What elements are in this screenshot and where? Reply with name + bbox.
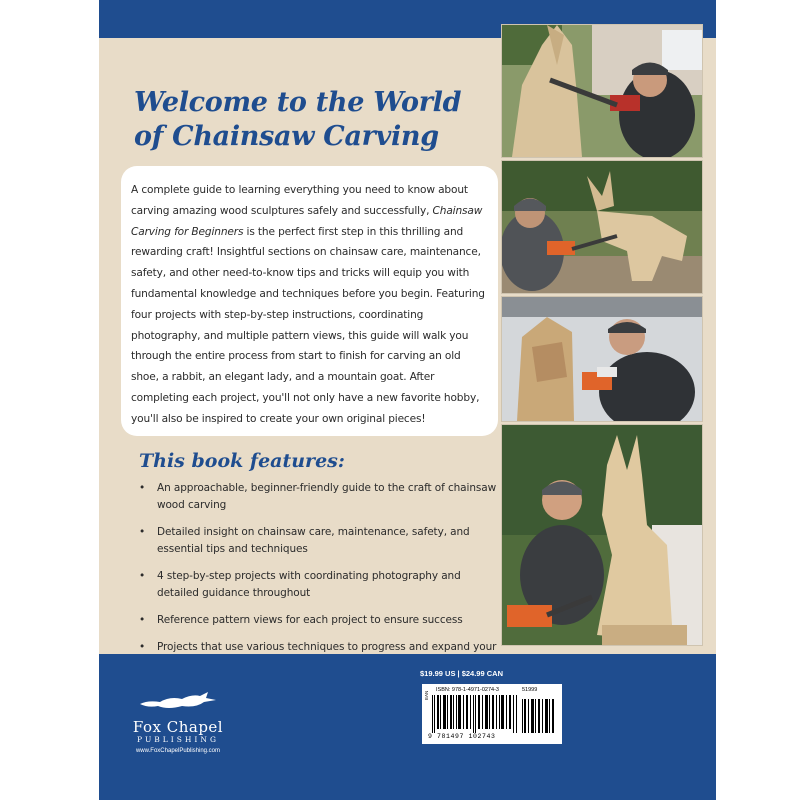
isbn-label: ISBN: 978-1-4971-0274-3 — [436, 687, 499, 693]
photo-carving-figure — [501, 296, 703, 422]
bullet-icon: • — [139, 641, 146, 653]
feature-text: Reference pattern views for each project to ensure success — [157, 614, 463, 626]
publisher-name: Fox Chapel — [132, 718, 224, 736]
price-label: $19.99 US | $24.99 CAN — [420, 669, 503, 678]
feature-text: Detailed insight on chainsaw care, maintenance, safety, and essential tips and techniques — [157, 526, 470, 555]
feature-text: Projects that use various techniques to progress and expand your — [157, 641, 497, 653]
book-back-cover — [99, 0, 716, 800]
bullet-icon: • — [139, 482, 146, 494]
photo-carving-fox — [501, 160, 703, 294]
photo-mountain-goat — [501, 424, 703, 646]
description-part1: A complete guide to learning everything you need to know about carving amazing wood sculptures safely and successfully, — [131, 184, 468, 217]
feature-text: 4 step-by-step projects with coordinating photography and detailed guidance throughout — [157, 570, 461, 599]
cover-title-line2: of Chainsaw Carving — [134, 121, 439, 152]
barcode-digits: 9 781497 102743 — [428, 733, 496, 740]
feature-item — [127, 480, 497, 514]
features-list — [127, 480, 497, 683]
barcode-bars-icon — [432, 695, 518, 733]
book-title-italic: Chainsaw Carving for Beginners — [131, 204, 483, 238]
cover-title — [134, 86, 494, 154]
photo-carving-rabbit-image — [502, 25, 702, 157]
fox-icon — [138, 690, 218, 712]
publisher-url: www.FoxChapelPublishing.com — [135, 748, 221, 754]
barcode-addon-number: 51999 — [522, 687, 538, 693]
description-text — [131, 180, 488, 430]
barcode-addon-bars-icon — [522, 695, 556, 733]
feature-item — [127, 524, 497, 558]
feature-item — [127, 568, 497, 602]
publisher-sub: PUBLISHING — [137, 735, 219, 744]
bullet-icon: • — [139, 570, 146, 582]
description-part2: is the perfect first step in this thrilling and rewarding craft! Insightful sections on chainsaw care, maintenance, safety, and other need-to-know tips and tricks will equip you with fundamental knowledge and techniques before you begin. Featuring four projects with step-by-step instructions, coordinating photography, and multiple pattern views, this guide will walk you through the entire process from start to finish for carving an old shoe, a rabbit, an elegant lady, and a mountain goat. After completing each project, you'll not only have a new favorite hobby, you'll also be inspired to create your own original pieces! — [131, 225, 485, 425]
description-box — [121, 166, 498, 436]
cover-title-line1: Welcome to the World — [134, 87, 462, 118]
bullet-icon: • — [139, 526, 146, 538]
bullet-icon: • — [139, 614, 146, 626]
photo-mountain-goat-image — [502, 425, 702, 645]
feature-item — [127, 612, 497, 629]
feature-text: An approachable, beginner-friendly guide to the craft of chainsaw wood carving — [157, 482, 497, 511]
photo-carving-figure-image — [502, 297, 702, 421]
barcode — [422, 684, 562, 744]
ean-label: EAN — [424, 690, 429, 700]
photo-carving-rabbit — [501, 24, 703, 158]
publisher-logo — [108, 690, 248, 757]
photo-carving-fox-image — [502, 161, 702, 293]
features-heading: This book features: — [139, 450, 345, 472]
